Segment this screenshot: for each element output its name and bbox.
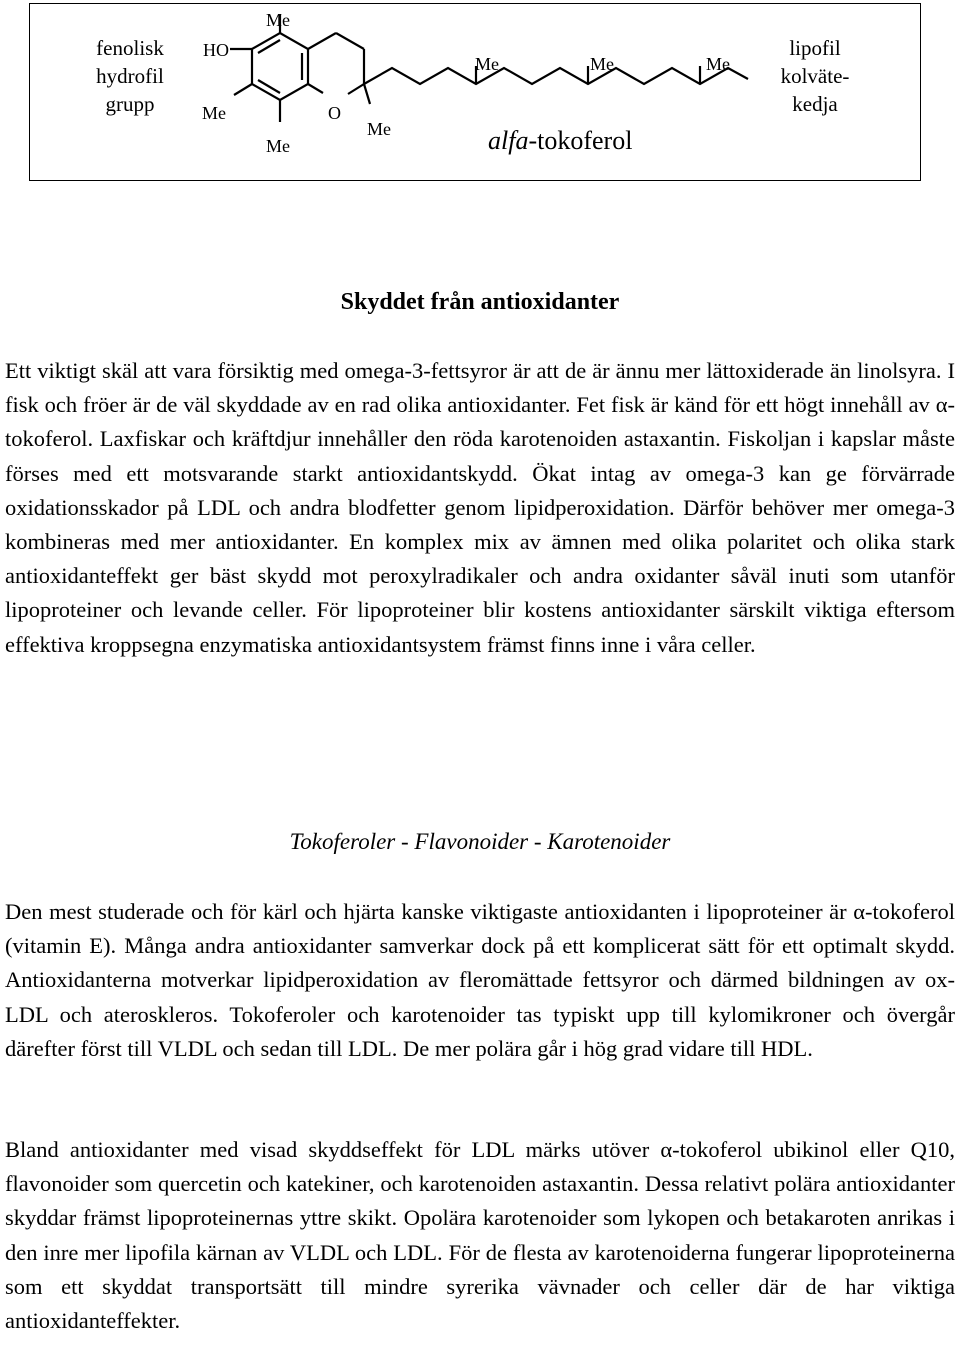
phenolic-group-label: fenolisk hydrofil grupp [96, 36, 164, 116]
oxygen-label: O [328, 103, 341, 123]
section-subheading: Tokoferoler - Flavonoider - Karotenoider [289, 829, 671, 854]
paragraph: Ett viktigt skäl att vara försiktig med omega-3-fettsyror är att de är ännu mer lättoxiderade än linolsyra. I fisk och fröer är de väl skyddade av en rad olika antioxidanter. Fet fisk är känd för ett högt innehåll av α-tokoferol. Laxfiskar och kräftdjur innehåller den röda karotenoiden astaxantin. Fiskoljan i kapslar måste förses med ett motsvarande starkt antioxidantskydd. Ökat intag av omega-3 kan ge förvärrade oxidationsskador på LDL och andra blodfetter genom lipidperoxidation. Därför behöver mer omega-3 kombineras med mer antioxidanter. En komplex mix av ämnen med olika polaritet och olika stark antioxidanteffekt ger bäst skydd mot peroxylradikaler och andra oxidanter såväl inuti som utanför lipoproteiner och levande celler. För lipoproteiner blir kostens antioxidanter särskilt viktiga eftersom effektiva kroppsegna enzymatiska antioxidantsystem främst finns inne i våra celler. [5, 358, 955, 657]
methyl-label: Me [475, 54, 499, 74]
section-heading: Skyddet från antioxidanter [340, 289, 620, 315]
methyl-label: Me [367, 119, 391, 139]
molecule-name [488, 126, 632, 156]
methyl-label: Me [202, 103, 226, 123]
methyl-label: Me [706, 54, 730, 74]
molecule-name-rest: -tokoferol [528, 126, 633, 155]
paragraph: Den mest studerade och för kärl och hjärta kanske viktigaste antioxidanten i lipoproteiner är α-tokoferol (vitamin E). Många andra antioxidanter samverkar dock på ett komplicerat sätt för ett optimalt skydd. Antioxidanterna motverkar lipidperoxidation av fleromättade fettsyror och därmed bildningen av ox-LDL och ateroskleros. Tokoferoler och karotenoider tas typiskt upp till kylomikroner och övergår därefter först till VLDL och sedan till LDL. De mer polära går i hög grad vidare till HDL. [5, 899, 955, 1061]
methyl-label: Me [266, 10, 290, 30]
aromatic-ring [252, 33, 308, 100]
methyl-label: Me [266, 136, 290, 156]
hydroxyl-label: HO [203, 40, 229, 60]
methyl-label: Me [590, 54, 614, 74]
molecule-name-italic: alfa [488, 126, 529, 155]
hydrocarbon-chain-label: lipofil kolväte-kedja [780, 36, 850, 116]
molecule-figure [29, 3, 921, 181]
paragraph: Bland antioxidanter med visad skyddseffekt för LDL märks utöver α-tokoferol ubikinol eller Q10, flavonoider som quercetin och katekiner, och karotenoiden astaxantin. Dessa relativt polära antioxidanter skyddar främst lipoproteinernas yttre skikt. Opolära karotenoider som lykopen och betakaroten anrikas i den inre mer lipofila kärnan av VLDL och LDL. För de flesta av karotenoiderna fungerar lipoproteinerna som ett skyddat transportsätt till mindre syrerika vävnader och celler där de har viktiga antioxidanteffekter. [5, 1137, 955, 1334]
